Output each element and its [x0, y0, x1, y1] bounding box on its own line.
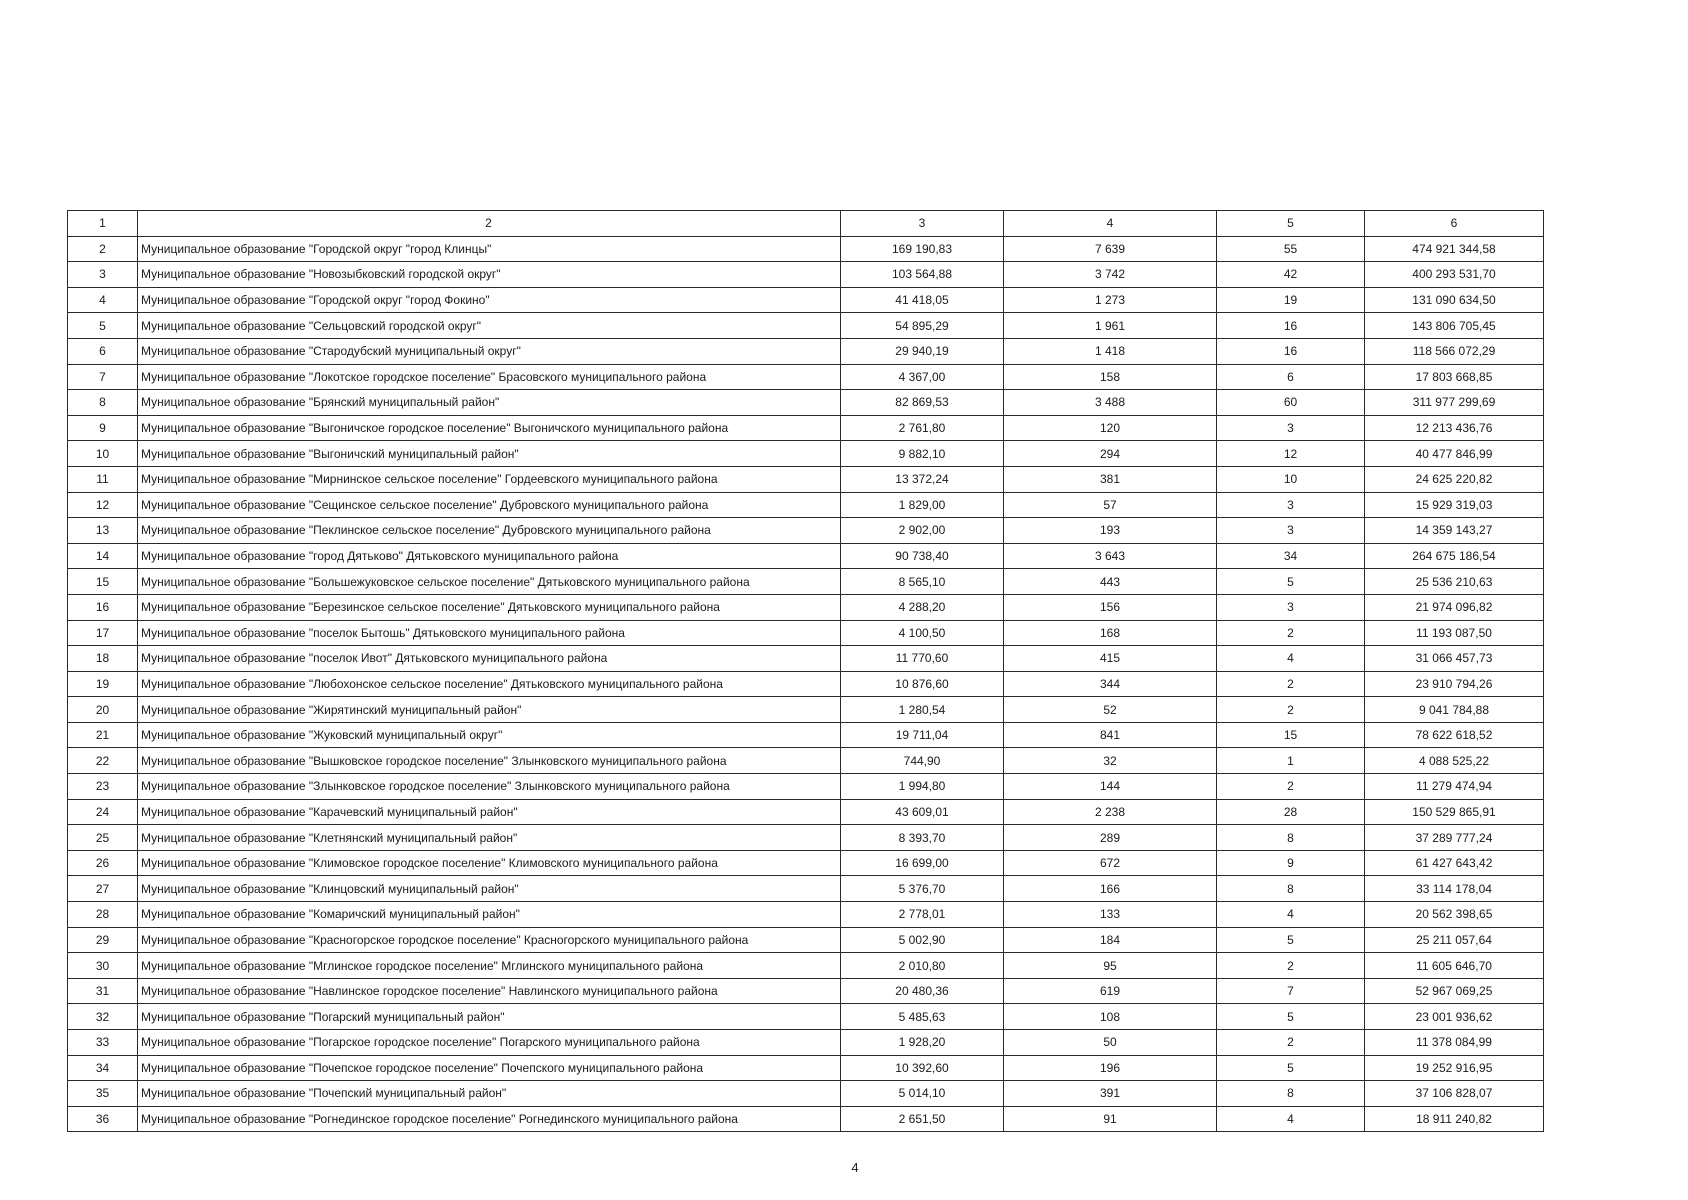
value-col6-cell: 4 088 525,22 — [1365, 748, 1544, 774]
row-index-cell: 16 — [68, 594, 138, 620]
value-col3-cell: 1 928,20 — [841, 1030, 1004, 1056]
value-col6-cell: 11 279 474,94 — [1365, 774, 1544, 800]
value-col4-cell: 95 — [1004, 953, 1217, 979]
value-col6-cell: 33 114 178,04 — [1365, 876, 1544, 902]
value-col3-cell: 5 376,70 — [841, 876, 1004, 902]
municipality-name-cell: Муниципальное образование "Выгоничский муниципальный район" — [138, 441, 841, 467]
value-col3-cell: 1 829,00 — [841, 492, 1004, 518]
row-index-cell: 33 — [68, 1030, 138, 1056]
value-col4-cell: 294 — [1004, 441, 1217, 467]
row-index-cell: 9 — [68, 415, 138, 441]
page-number: 4 — [851, 1160, 859, 1175]
table-row — [68, 262, 1544, 288]
row-index-cell: 18 — [68, 646, 138, 672]
value-col4-cell: 344 — [1004, 671, 1217, 697]
value-col5-cell: 4 — [1217, 1106, 1365, 1132]
table-row — [68, 569, 1544, 595]
row-index-cell: 20 — [68, 697, 138, 723]
value-col3-cell: 744,90 — [841, 748, 1004, 774]
table-row — [68, 876, 1544, 902]
value-col4-cell: 193 — [1004, 518, 1217, 544]
value-col6-cell: 18 911 240,82 — [1365, 1106, 1544, 1132]
municipality-name-cell: Муниципальное образование "Сельцовский городской округ" — [138, 313, 841, 339]
value-col3-cell: 4 288,20 — [841, 594, 1004, 620]
municipality-name-cell: Муниципальное образование "Погарский муниципальный район" — [138, 1004, 841, 1030]
value-col4-cell: 133 — [1004, 902, 1217, 928]
row-index-cell: 4 — [68, 287, 138, 313]
value-col4-cell: 166 — [1004, 876, 1217, 902]
value-col4-cell: 144 — [1004, 774, 1217, 800]
table-row — [68, 287, 1544, 313]
value-col4-cell: 841 — [1004, 722, 1217, 748]
value-col3-cell: 169 190,83 — [841, 236, 1004, 262]
municipality-name-cell: Муниципальное образование "Злынковское городское поселение" Злынковского муниципального района — [138, 774, 841, 800]
value-col3-cell: 13 372,24 — [841, 466, 1004, 492]
value-col6-cell: 311 977 299,69 — [1365, 390, 1544, 416]
row-index-cell: 27 — [68, 876, 138, 902]
municipality-name-cell: Муниципальное образование "Красногорское городское поселение" Красногорского муниципального района — [138, 927, 841, 953]
value-col5-cell: 16 — [1217, 313, 1365, 339]
row-index-cell: 14 — [68, 543, 138, 569]
value-col3-cell: 43 609,01 — [841, 799, 1004, 825]
table-row — [68, 1081, 1544, 1107]
table-row — [68, 850, 1544, 876]
value-col5-cell: 4 — [1217, 902, 1365, 928]
value-col3-cell: 41 418,05 — [841, 287, 1004, 313]
value-col4-cell: 3 643 — [1004, 543, 1217, 569]
value-col5-cell: 4 — [1217, 646, 1365, 672]
value-col6-cell: 12 213 436,76 — [1365, 415, 1544, 441]
value-col4-cell: 158 — [1004, 364, 1217, 390]
municipality-name-cell: Муниципальное образование "Погарское городское поселение" Погарского муниципального района — [138, 1030, 841, 1056]
municipality-name-cell: Муниципальное образование "Городской округ "город Фокино" — [138, 287, 841, 313]
row-index-cell: 5 — [68, 313, 138, 339]
value-col3-cell: 1 280,54 — [841, 697, 1004, 723]
value-col5-cell: 3 — [1217, 492, 1365, 518]
municipality-name-cell: Муниципальное образование "поселок Ивот" Дятьковского муниципального района — [138, 646, 841, 672]
column-number-6: 6 — [1365, 211, 1544, 237]
row-index-cell: 10 — [68, 441, 138, 467]
value-col6-cell: 31 066 457,73 — [1365, 646, 1544, 672]
municipality-name-cell: Муниципальное образование "Карачевский муниципальный район" — [138, 799, 841, 825]
value-col3-cell: 2 651,50 — [841, 1106, 1004, 1132]
table-row — [68, 646, 1544, 672]
value-col5-cell: 28 — [1217, 799, 1365, 825]
municipality-name-cell: Муниципальное образование "Любохонское сельское поселение" Дятьковского муниципального района — [138, 671, 841, 697]
value-col6-cell: 21 974 096,82 — [1365, 594, 1544, 620]
municipality-name-cell: Муниципальное образование "Жуковский муниципальный округ" — [138, 722, 841, 748]
row-index-cell: 36 — [68, 1106, 138, 1132]
value-col6-cell: 17 803 668,85 — [1365, 364, 1544, 390]
municipality-name-cell: Муниципальное образование "Почепский муниципальный район" — [138, 1081, 841, 1107]
value-col4-cell: 1 961 — [1004, 313, 1217, 339]
value-col5-cell: 55 — [1217, 236, 1365, 262]
table-row — [68, 953, 1544, 979]
value-col6-cell: 25 536 210,63 — [1365, 569, 1544, 595]
municipality-name-cell: Муниципальное образование "город Дятьково" Дятьковского муниципального района — [138, 543, 841, 569]
table-row — [68, 748, 1544, 774]
value-col6-cell: 78 622 618,52 — [1365, 722, 1544, 748]
table-row — [68, 543, 1544, 569]
row-index-cell: 26 — [68, 850, 138, 876]
municipality-name-cell: Муниципальное образование "Березинское сельское поселение" Дятьковского муниципального района — [138, 594, 841, 620]
municipality-name-cell: Муниципальное образование "Рогнединское городское поселение" Рогнединского муниципального района — [138, 1106, 841, 1132]
table-row — [68, 671, 1544, 697]
column-number-4: 4 — [1004, 211, 1217, 237]
table-row — [68, 927, 1544, 953]
value-col6-cell: 9 041 784,88 — [1365, 697, 1544, 723]
municipality-name-cell: Муниципальное образование "Клинцовский муниципальный район" — [138, 876, 841, 902]
value-col5-cell: 1 — [1217, 748, 1365, 774]
table-row — [68, 594, 1544, 620]
value-col5-cell: 60 — [1217, 390, 1365, 416]
municipality-name-cell: Муниципальное образование "Мглинское городское поселение" Мглинского муниципального района — [138, 953, 841, 979]
value-col6-cell: 19 252 916,95 — [1365, 1055, 1544, 1081]
table-row — [68, 492, 1544, 518]
table-row — [68, 697, 1544, 723]
value-col6-cell: 11 193 087,50 — [1365, 620, 1544, 646]
row-index-cell: 17 — [68, 620, 138, 646]
value-col5-cell: 42 — [1217, 262, 1365, 288]
row-index-cell: 25 — [68, 825, 138, 851]
table-row — [68, 364, 1544, 390]
value-col3-cell: 2 902,00 — [841, 518, 1004, 544]
value-col6-cell: 150 529 865,91 — [1365, 799, 1544, 825]
value-col6-cell: 264 675 186,54 — [1365, 543, 1544, 569]
row-index-cell: 35 — [68, 1081, 138, 1107]
table-row — [68, 313, 1544, 339]
value-col6-cell: 24 625 220,82 — [1365, 466, 1544, 492]
value-col5-cell: 3 — [1217, 594, 1365, 620]
municipality-name-cell: Муниципальное образование "Большежуковское сельское поселение" Дятьковского муниципального района — [138, 569, 841, 595]
value-col3-cell: 9 882,10 — [841, 441, 1004, 467]
column-number-5: 5 — [1217, 211, 1365, 237]
municipality-name-cell: Муниципальное образование "Климовское городское поселение" Климовского муниципального района — [138, 850, 841, 876]
row-index-cell: 28 — [68, 902, 138, 928]
value-col6-cell: 143 806 705,45 — [1365, 313, 1544, 339]
value-col5-cell: 8 — [1217, 1081, 1365, 1107]
value-col6-cell: 11 605 646,70 — [1365, 953, 1544, 979]
value-col3-cell: 2 010,80 — [841, 953, 1004, 979]
value-col5-cell: 2 — [1217, 953, 1365, 979]
table-header-row — [68, 211, 1544, 237]
value-col3-cell: 4 367,00 — [841, 364, 1004, 390]
municipality-name-cell: Муниципальное образование "поселок Бытошь" Дятьковского муниципального района — [138, 620, 841, 646]
value-col3-cell: 103 564,88 — [841, 262, 1004, 288]
row-index-cell: 24 — [68, 799, 138, 825]
municipality-name-cell: Муниципальное образование "Брянский муниципальный район" — [138, 390, 841, 416]
row-index-cell: 3 — [68, 262, 138, 288]
value-col4-cell: 120 — [1004, 415, 1217, 441]
table-row — [68, 1106, 1544, 1132]
table-row — [68, 415, 1544, 441]
row-index-cell: 2 — [68, 236, 138, 262]
row-index-cell: 31 — [68, 978, 138, 1004]
value-col5-cell: 19 — [1217, 287, 1365, 313]
row-index-cell: 30 — [68, 953, 138, 979]
value-col4-cell: 7 639 — [1004, 236, 1217, 262]
row-index-cell: 7 — [68, 364, 138, 390]
value-col5-cell: 2 — [1217, 697, 1365, 723]
value-col3-cell: 5 485,63 — [841, 1004, 1004, 1030]
value-col3-cell: 4 100,50 — [841, 620, 1004, 646]
table-row — [68, 466, 1544, 492]
value-col4-cell: 57 — [1004, 492, 1217, 518]
value-col5-cell: 12 — [1217, 441, 1365, 467]
municipality-name-cell: Муниципальное образование "Комаричский муниципальный район" — [138, 902, 841, 928]
row-index-cell: 15 — [68, 569, 138, 595]
value-col5-cell: 5 — [1217, 1055, 1365, 1081]
value-col6-cell: 131 090 634,50 — [1365, 287, 1544, 313]
value-col3-cell: 29 940,19 — [841, 338, 1004, 364]
value-col6-cell: 14 359 143,27 — [1365, 518, 1544, 544]
table-row — [68, 338, 1544, 364]
table-row — [68, 902, 1544, 928]
row-index-cell: 13 — [68, 518, 138, 544]
value-col4-cell: 3 488 — [1004, 390, 1217, 416]
row-index-cell: 8 — [68, 390, 138, 416]
value-col6-cell: 118 566 072,29 — [1365, 338, 1544, 364]
value-col3-cell: 90 738,40 — [841, 543, 1004, 569]
value-col5-cell: 10 — [1217, 466, 1365, 492]
table-row — [68, 978, 1544, 1004]
column-number-1: 1 — [68, 211, 138, 237]
row-index-cell: 19 — [68, 671, 138, 697]
value-col5-cell: 2 — [1217, 1030, 1365, 1056]
table-row — [68, 518, 1544, 544]
value-col4-cell: 289 — [1004, 825, 1217, 851]
value-col5-cell: 8 — [1217, 825, 1365, 851]
municipality-name-cell: Муниципальное образование "Почепское городское поселение" Почепского муниципального района — [138, 1055, 841, 1081]
value-col6-cell: 23 910 794,26 — [1365, 671, 1544, 697]
value-col4-cell: 2 238 — [1004, 799, 1217, 825]
table-body — [68, 211, 1544, 1132]
value-col3-cell: 54 895,29 — [841, 313, 1004, 339]
value-col4-cell: 168 — [1004, 620, 1217, 646]
value-col6-cell: 37 289 777,24 — [1365, 825, 1544, 851]
row-index-cell: 11 — [68, 466, 138, 492]
value-col4-cell: 196 — [1004, 1055, 1217, 1081]
value-col4-cell: 52 — [1004, 697, 1217, 723]
municipality-name-cell: Муниципальное образование "Сещинское сельское поселение" Дубровского муниципального района — [138, 492, 841, 518]
value-col3-cell: 5 002,90 — [841, 927, 1004, 953]
value-col3-cell: 10 876,60 — [841, 671, 1004, 697]
value-col6-cell: 23 001 936,62 — [1365, 1004, 1544, 1030]
value-col4-cell: 672 — [1004, 850, 1217, 876]
value-col4-cell: 443 — [1004, 569, 1217, 595]
value-col3-cell: 1 994,80 — [841, 774, 1004, 800]
table-row — [68, 620, 1544, 646]
data-table — [67, 210, 1544, 1132]
value-col6-cell: 20 562 398,65 — [1365, 902, 1544, 928]
value-col4-cell: 619 — [1004, 978, 1217, 1004]
value-col4-cell: 1 273 — [1004, 287, 1217, 313]
value-col4-cell: 184 — [1004, 927, 1217, 953]
value-col5-cell: 15 — [1217, 722, 1365, 748]
value-col3-cell: 8 393,70 — [841, 825, 1004, 851]
municipality-name-cell: Муниципальное образование "Новозыбковский городской округ" — [138, 262, 841, 288]
value-col6-cell: 37 106 828,07 — [1365, 1081, 1544, 1107]
value-col5-cell: 3 — [1217, 415, 1365, 441]
table-row — [68, 722, 1544, 748]
municipality-name-cell: Муниципальное образование "Жирятинский муниципальный район" — [138, 697, 841, 723]
value-col3-cell: 82 869,53 — [841, 390, 1004, 416]
table-row — [68, 441, 1544, 467]
municipality-name-cell: Муниципальное образование "Мирнинское сельское поселение" Гордеевского муниципального района — [138, 466, 841, 492]
table-row — [68, 1055, 1544, 1081]
value-col6-cell: 11 378 084,99 — [1365, 1030, 1544, 1056]
value-col6-cell: 52 967 069,25 — [1365, 978, 1544, 1004]
value-col5-cell: 9 — [1217, 850, 1365, 876]
row-index-cell: 34 — [68, 1055, 138, 1081]
value-col6-cell: 61 427 643,42 — [1365, 850, 1544, 876]
municipality-name-cell: Муниципальное образование "Клетнянский муниципальный район" — [138, 825, 841, 851]
value-col4-cell: 415 — [1004, 646, 1217, 672]
municipality-name-cell: Муниципальное образование "Выгоничское городское поселение" Выгоничского муниципального района — [138, 415, 841, 441]
value-col3-cell: 11 770,60 — [841, 646, 1004, 672]
value-col4-cell: 391 — [1004, 1081, 1217, 1107]
value-col5-cell: 34 — [1217, 543, 1365, 569]
value-col3-cell: 5 014,10 — [841, 1081, 1004, 1107]
row-index-cell: 21 — [68, 722, 138, 748]
value-col5-cell: 5 — [1217, 1004, 1365, 1030]
municipality-name-cell: Муниципальное образование "Городской округ "город Клинцы" — [138, 236, 841, 262]
table-row — [68, 774, 1544, 800]
value-col5-cell: 2 — [1217, 671, 1365, 697]
value-col6-cell: 40 477 846,99 — [1365, 441, 1544, 467]
value-col4-cell: 3 742 — [1004, 262, 1217, 288]
table-row — [68, 825, 1544, 851]
municipality-name-cell: Муниципальное образование "Стародубский муниципальный округ" — [138, 338, 841, 364]
municipality-name-cell: Муниципальное образование "Локотское городское поселение" Брасовского муниципального района — [138, 364, 841, 390]
value-col4-cell: 156 — [1004, 594, 1217, 620]
value-col3-cell: 19 711,04 — [841, 722, 1004, 748]
value-col5-cell: 6 — [1217, 364, 1365, 390]
row-index-cell: 6 — [68, 338, 138, 364]
municipality-name-cell: Муниципальное образование "Пеклинское сельское поселение" Дубровского муниципального района — [138, 518, 841, 544]
value-col4-cell: 32 — [1004, 748, 1217, 774]
table-row — [68, 236, 1544, 262]
value-col3-cell: 20 480,36 — [841, 978, 1004, 1004]
value-col5-cell: 2 — [1217, 620, 1365, 646]
value-col6-cell: 474 921 344,58 — [1365, 236, 1544, 262]
row-index-cell: 23 — [68, 774, 138, 800]
value-col5-cell: 2 — [1217, 774, 1365, 800]
value-col4-cell: 91 — [1004, 1106, 1217, 1132]
table-row — [68, 799, 1544, 825]
row-index-cell: 12 — [68, 492, 138, 518]
value-col3-cell: 2 778,01 — [841, 902, 1004, 928]
value-col4-cell: 108 — [1004, 1004, 1217, 1030]
value-col5-cell: 16 — [1217, 338, 1365, 364]
table-row — [68, 390, 1544, 416]
table-row — [68, 1004, 1544, 1030]
value-col3-cell: 10 392,60 — [841, 1055, 1004, 1081]
value-col4-cell: 50 — [1004, 1030, 1217, 1056]
value-col3-cell: 8 565,10 — [841, 569, 1004, 595]
row-index-cell: 29 — [68, 927, 138, 953]
municipality-name-cell: Муниципальное образование "Вышковское городское поселение" Злынковского муниципального района — [138, 748, 841, 774]
value-col4-cell: 381 — [1004, 466, 1217, 492]
value-col6-cell: 25 211 057,64 — [1365, 927, 1544, 953]
column-number-2: 2 — [138, 211, 841, 237]
value-col6-cell: 15 929 319,03 — [1365, 492, 1544, 518]
row-index-cell: 32 — [68, 1004, 138, 1030]
value-col6-cell: 400 293 531,70 — [1365, 262, 1544, 288]
value-col5-cell: 5 — [1217, 927, 1365, 953]
column-number-3: 3 — [841, 211, 1004, 237]
value-col5-cell: 3 — [1217, 518, 1365, 544]
value-col3-cell: 2 761,80 — [841, 415, 1004, 441]
row-index-cell: 22 — [68, 748, 138, 774]
municipality-name-cell: Муниципальное образование "Навлинское городское поселение" Навлинского муниципального района — [138, 978, 841, 1004]
value-col4-cell: 1 418 — [1004, 338, 1217, 364]
table-row — [68, 1030, 1544, 1056]
value-col3-cell: 16 699,00 — [841, 850, 1004, 876]
value-col5-cell: 5 — [1217, 569, 1365, 595]
value-col5-cell: 8 — [1217, 876, 1365, 902]
value-col5-cell: 7 — [1217, 978, 1365, 1004]
